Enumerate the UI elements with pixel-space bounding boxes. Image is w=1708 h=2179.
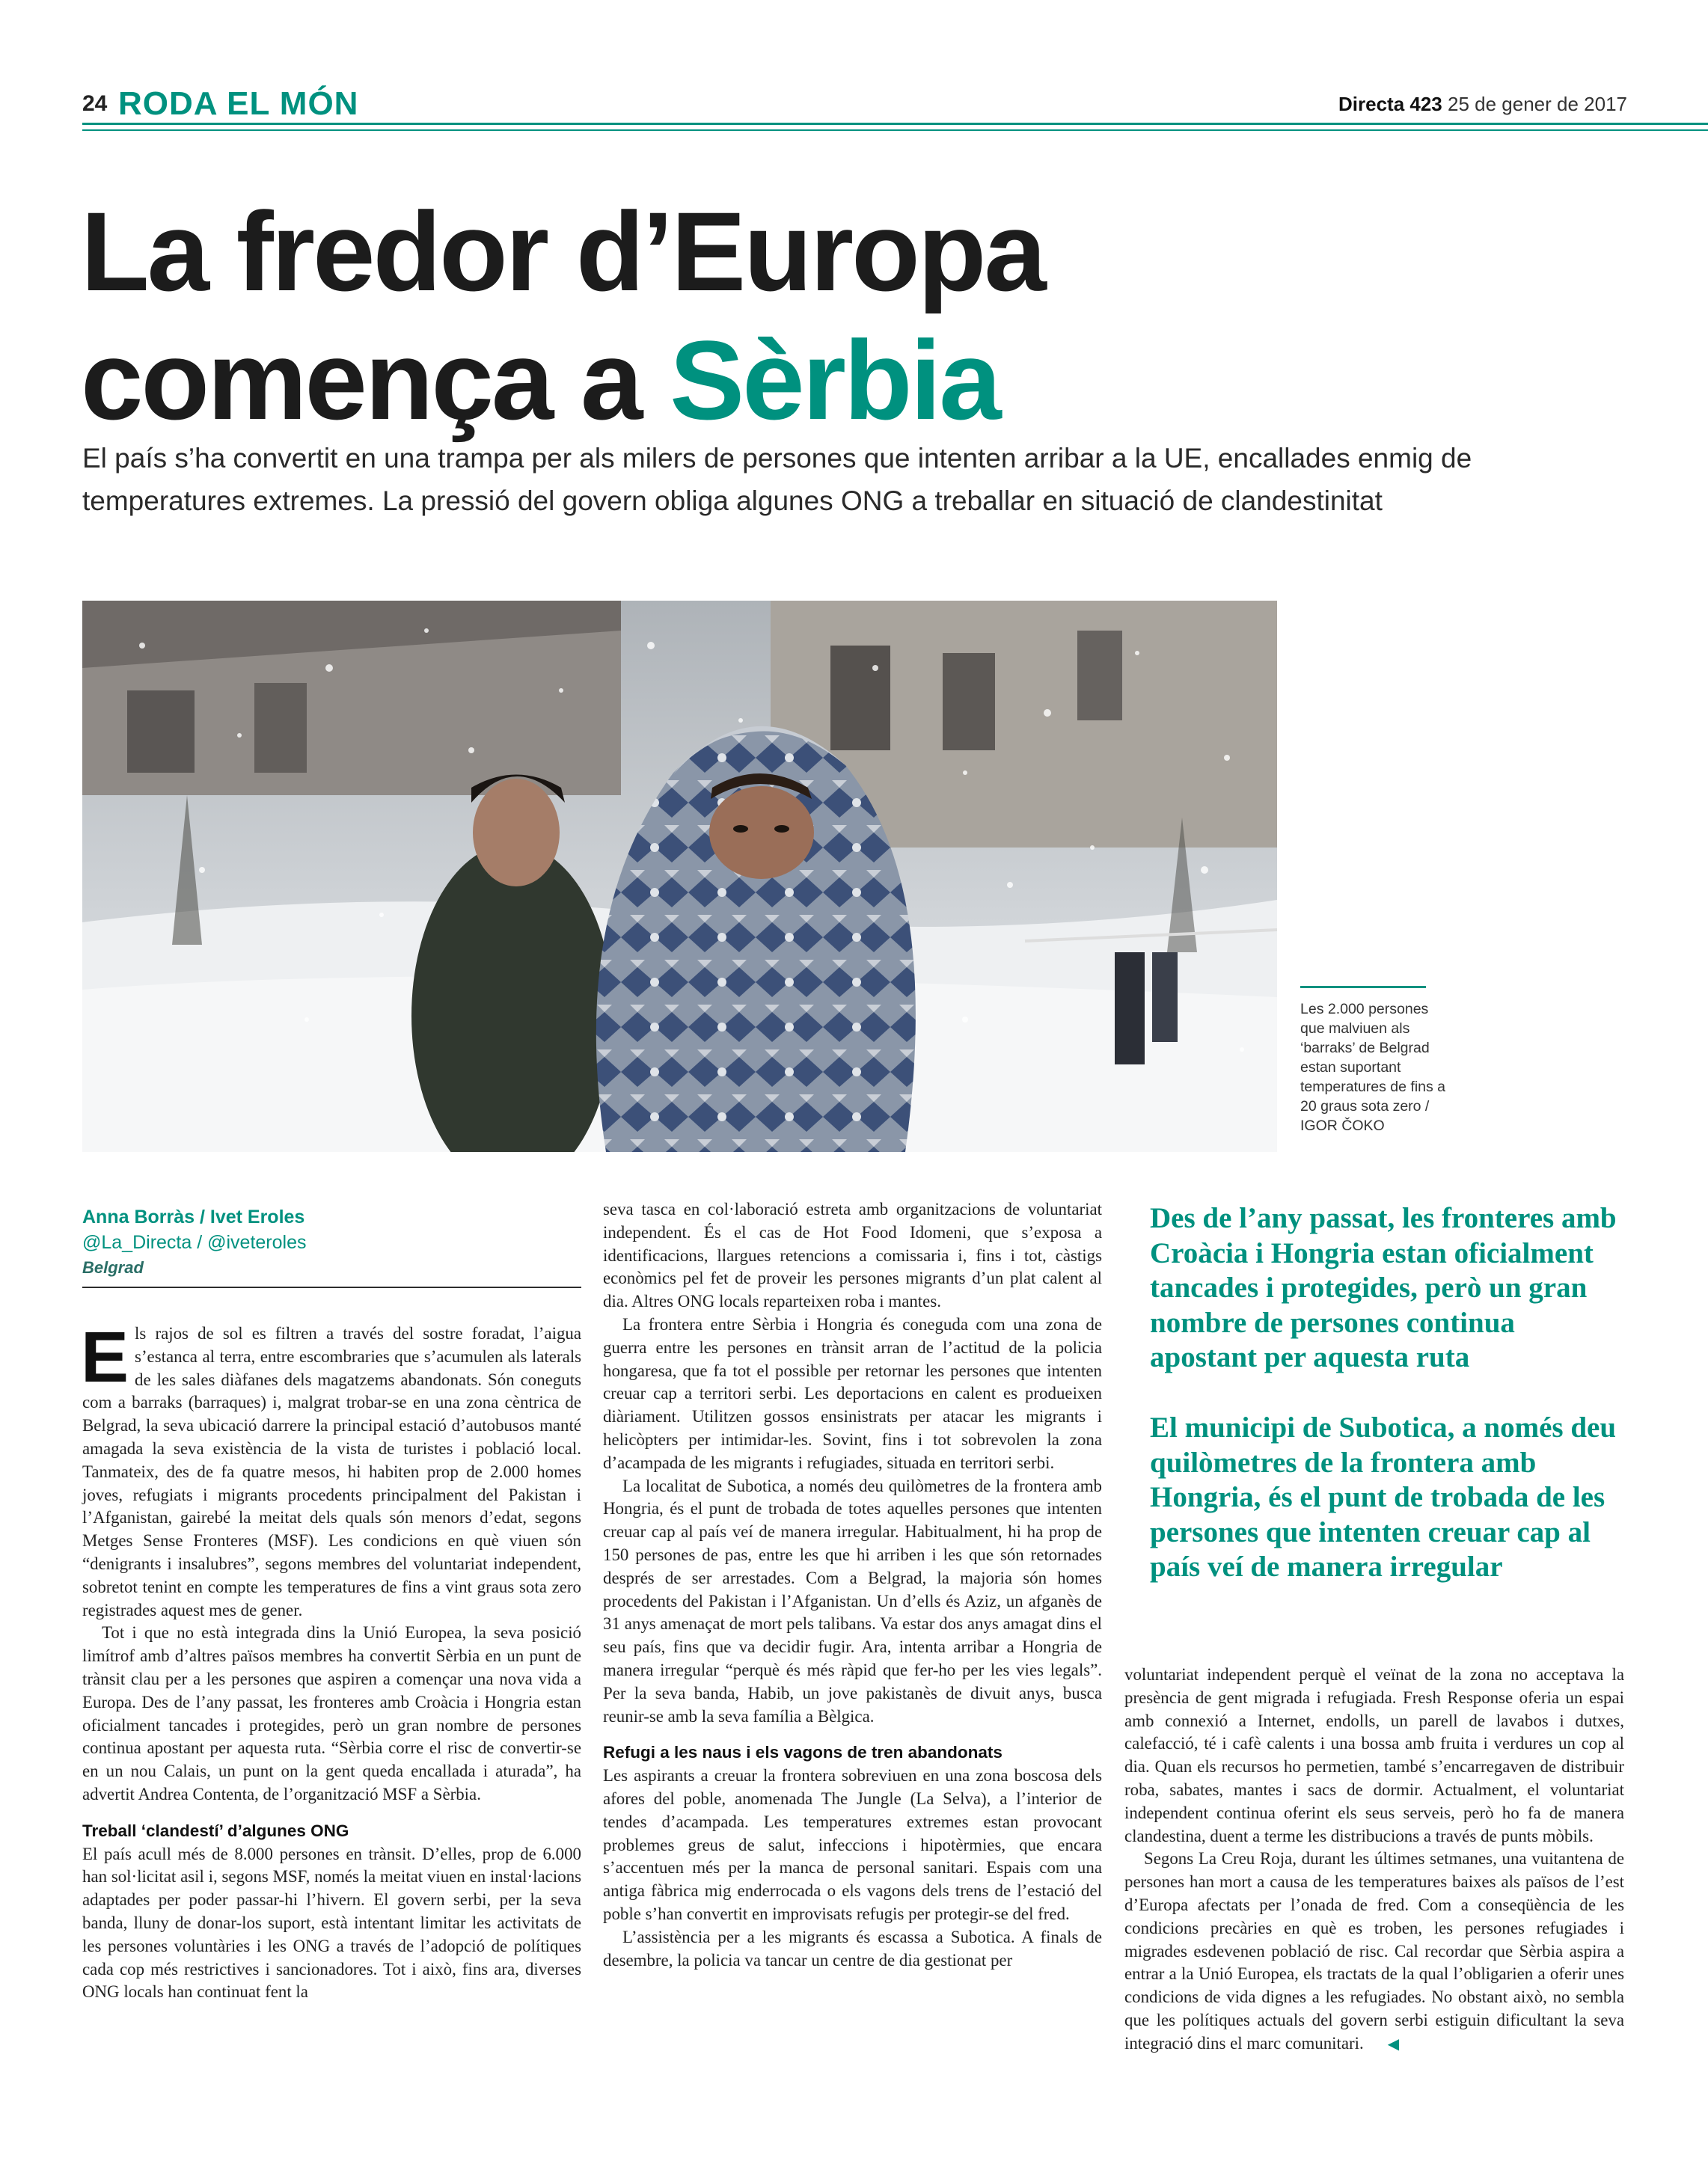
issue-date: 25 de gener de 2017 [1448,93,1627,115]
photo-caption: Les 2.000 persones que malviuen als ‘barraks’ de Belgrad estan suportant temperatures de fins a 20 graus sota zero / IGOR ČOKO [1300,1001,1446,1134]
byline-rule [82,1287,581,1288]
byline-place: Belgrad [82,1258,144,1277]
headline-line-1: La fredor d’Europa [81,189,1044,314]
body-paragraph: La frontera entre Sèrbia i Hongria és coneguda com una zona de guerra entre les persones en trànsit arran de l’actitud de la policia hongaresa, que fa tot el possible per retornar les persones que intenten creuar cap a territori serbi. Les deportacions en calent es produeixen diàriament. Utilitzen gossos ensinistrats per atacar les migrants i helicòpters per intimidar-les. Sovint, fins i tot sobrevolen la zona d’acampada de les migrants i refugiades, situada en territori serbi. [603,1314,1102,1472]
headline-line-2-accent: Sèrbia [670,317,1000,443]
drop-cap: E [81,1317,129,1397]
section-title: RODA EL MÓN [118,85,359,122]
byline [82,1204,581,1281]
body-paragraph: Tot i que no està integrada dins la Unió Europea, la seva posició limítrof amb d’altres països membres ha convertit Sèrbia en un punt de trànsit clau per a les persones que aspiren a començar una nova vida a Europa. Des de l’any passat, les fronteres amb Croàcia i Hongria estan oficialment tancades i protegides, però un gran nombre de persones continua apostant per aquesta ruta. “Sèrbia corre el risc de convertir-se en un nou Calais, un punt on la gent queda encallada i aturada”, ha advertit Andrea Contenta, de l’organització MSF a Sèrbia. [82,1623,581,1803]
article-column-1 [81,1317,581,2004]
paragraph-text: ls rajos de sol es filtren a través del sostre foradat, l’aigua s’estanca al terra, entre escombraries que s’acumulen als laterals de les sales diàfanes dels magatzems abandonats. Són coneguts com a barraks (barraques) i, malgrat trobar-se en una zona cèntrica de Belgrad, la seva ubicació darrere la principal estació d’autobusos manté amagada la seva existència de la vista de turistes i població local. Tanmateix, des de fa quatre mesos, hi habiten prop de 2.000 homes joves, refugiats i migrants procedents principalment del Pakistan i l’Afganistan, gairebé la meitat dels quals són menors d’edat, segons Metges Sense Fronteres (MSF). Les condicions en què viuen són “denigrants i insalubres”, segons membres del voluntariat independent, sobretot tenint en compte les temperatures de fins a vint graus sota zero registrades aquest mes de gener. [82,1324,581,1619]
body-paragraph: El país acull més de 8.000 persones en trànsit. D’elles, prop de 6.000 han sol·licitat asil i, segons MSF, només la meitat viuen en instal·lacions adaptades per poder passar-hi l’hivern. El govern serbi, per la seva banda, lluny de donar-los suport, està intentant limitar les activitats de les persones voluntàries i les ONG a través de l’adopció de polítiques cada cop més restrictives i sancionadores. Tot i això, fins ara, diverses ONG locals han continuat fent la [82,1844,581,2002]
pull-quote: El municipi de Subotica, a només deu quilòmetres de la frontera amb Hongria, és el punt de trobada de les persones que intenten creuar cap al país veí de manera irregular [1150,1412,1617,1583]
publication-name: Directa 423 [1338,93,1442,115]
header-rule-secondary [82,129,1708,131]
header-rule [82,123,1708,125]
body-paragraph: voluntariat independent perquè el veïnat de la zona no acceptava la presència de gent migrada i refugiada. Fresh Response oferia un espai amb connexió a Internet, endolls, un parell de lavabos i dutxes, calefacció, té i cafè calents i una bossa amb fruita i verdures un cop al dia. Quan els recursos ho permetien, també s’encarregaven de distribuir roba, sabates, mantes i sacs de dormir. Actualment, el voluntariat independent continua oferint els seus serveis, però ho fa de manera clandestina, duent a terme les distribucions a través de punts mòbils. [1124,1665,1624,1845]
byline-handles: @La_Directa / @iveteroles [82,1232,307,1253]
headline [81,187,1044,444]
photo-illustration [82,601,1277,1152]
end-of-article-icon: ◀ [1387,2035,1400,2053]
publication-info [1338,93,1627,116]
article-column-2 [603,1198,1102,1972]
caption-rule [1300,986,1426,988]
page-number: 24 [82,91,108,116]
body-paragraph: L’assistència per a les migrants és escassa a Subotica. A finals de desembre, la policia va tancar un centre de dia gestionat per [603,1927,1102,1970]
subheading: Refugi a les naus i els vagons de tren abandonats [603,1743,1003,1762]
body-paragraph [1124,1848,1624,2056]
body-paragraph: La localitat de Subotica, a només deu quilòmetres de la frontera amb Hongria, és el punt de trobada de totes aquelles persones que intenten creuar cap al país veí de manera irregular. Habitualment, hi ha prop de 150 persones de pas, entre les que hi arriben i les que són retornades després de ser arrestades. Com a Belgrad, la majoria són homes procedents del Pakistan i l’Afganistan. Un d’ells és Aziz, un afganès de 31 anys amenaçat de mort pels talibans. Va estar dos anys amagat dins el seu país, fins que va decidir fugir. Ara, intenta arribar a Hongria de manera irregular “perquè és més ràpid que fer-ho per les vies legals”. Per la seva banda, Habib, un jove pakistanès de divuit anys, busca reunir-se amb la seva família a Bèlgica. [603,1476,1102,1726]
paragraph-text: Segons La Creu Roja, durant les últimes setmanes, una vuitantena de persones han mort a causa de les temperatures baixes als països de l’est d’Europa afectats per l’onada de fred. Com a conseqüència de les condicions precàries en què es troben, les persones refugiades i migrades esdevenen població de risc. Cal recordar que Sèrbia aspira a entrar a la Unió Europea, els tractats de la qual l’obligarien a oferir unes condicions de vida dignes a les refugiades. No obstant això, no sembla que les polítiques actuals del govern serbi estiguin dificultant la seva integració dins el marc comunitari. [1124,1849,1624,2053]
subheading: Treball ‘clandestí’ d’algunes ONG [82,1821,349,1840]
body-paragraph: Les aspirants a creuar la frontera sobreviuen en una zona boscosa dels afores del poble, anomenada The Jungle (La Selva), a l’interior de tendes d’acampada. Les temperatures extremes estan provocant problemes greus de salut, infeccions i hipotèrmies, que encara s’accentuen més per la manca de personal sanitari. Espais com una antiga fàbrica mig enderrocada o els vagons dels trens de l’estació del poble s’han convertit en improvisats refugis per protegir-se del fred. [603,1766,1102,1923]
article-photo [82,601,1277,1152]
body-paragraph [81,1317,581,1622]
article-column-3 [1124,1664,1624,2056]
headline-line-2-prefix: comença a [81,317,670,443]
byline-authors: Anna Borràs / Ivet Eroles [82,1207,305,1228]
pull-quote: Des de l’any passat, les fronteres amb Croàcia i Hongria estan oficialment tancades i protegides, però un gran nombre de persones continua apostant per aquesta ruta [1150,1202,1617,1373]
body-paragraph: seva tasca en col·laboració estreta amb organitzacions de voluntariat independent. És el cas de Hot Food Idomeni, que s’exposa a identificacions, llargues retencions a comissaria i, fins i tot, càstigs econòmics pel fet de proveir les persones migrants d’un plat calent al dia. Altres ONG locals reparteixen roba i mantes. [603,1200,1102,1311]
subtitle: El país s’ha convertit en una trampa per als milers de persones que intenten arribar a la UE, encallades enmig de temperatures extremes. La pressió del govern obliga algunes ONG a treballar en situació de clandestinitat [82,443,1472,516]
